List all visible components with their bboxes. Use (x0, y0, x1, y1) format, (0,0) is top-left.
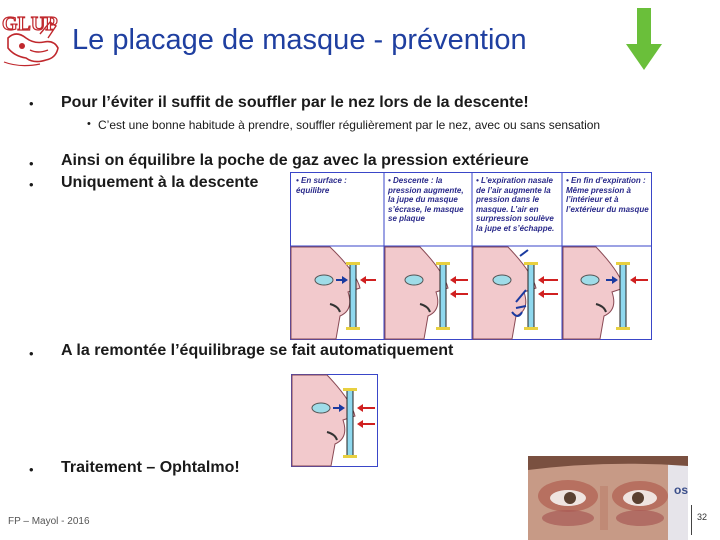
diagram-caption: • L’expiration nasale de l’air augmente la pression dans le masque. L’air en surpression soulève la jupe et s’échappe. (476, 176, 555, 233)
down-arrow-icon[interactable] (626, 8, 662, 70)
bullet-text: A la remontée l’équilibrage se fait automatiquement (61, 342, 454, 359)
divider (691, 505, 692, 535)
slide-title: Le placage de masque - prévention (72, 24, 527, 56)
diagram-caption: • En surface : équilibre (296, 176, 347, 195)
mask-pressure-diagram (290, 172, 652, 340)
glup-logo (0, 8, 66, 70)
bullet-marker: • (29, 462, 34, 477)
sub-bullet-marker: • (87, 118, 91, 130)
footer-text: FP – Mayol - 2016 (8, 516, 90, 527)
sub-bullet-text: C’est une bonne habitude à prendre, souffler régulièrement par le nez, avec ou sans sensation (98, 118, 601, 132)
mask-ascent-diagram (291, 374, 378, 467)
bullet-marker: • (29, 96, 34, 111)
bullet-text: Uniquement à la descente (61, 174, 259, 191)
logo-letters: GLUP (2, 13, 58, 35)
bullet-marker: • (29, 156, 34, 171)
bullet-marker: • (29, 346, 34, 361)
diagram-caption: • En fin d’expiration : Même pression à l’intérieur et à l’extérieur du masque (566, 176, 649, 214)
bullet-text: Pour l’éviter il suffit de souffler par le nez lors de la descente! (61, 94, 529, 111)
svg-text:os: os (674, 483, 688, 497)
page-number: 32 (697, 512, 708, 522)
bullet-marker: • (29, 177, 34, 192)
eye-injury-photo (528, 456, 688, 540)
bullet-text: Ainsi on équilibre la poche de gaz avec la pression extérieure (61, 152, 529, 169)
diagram-caption: • Descente : la pression augmente, la jupe du masque s’écrase, le masque se plaque (388, 176, 464, 223)
bullet-text: Traitement – Ophtalmo! (61, 459, 240, 476)
